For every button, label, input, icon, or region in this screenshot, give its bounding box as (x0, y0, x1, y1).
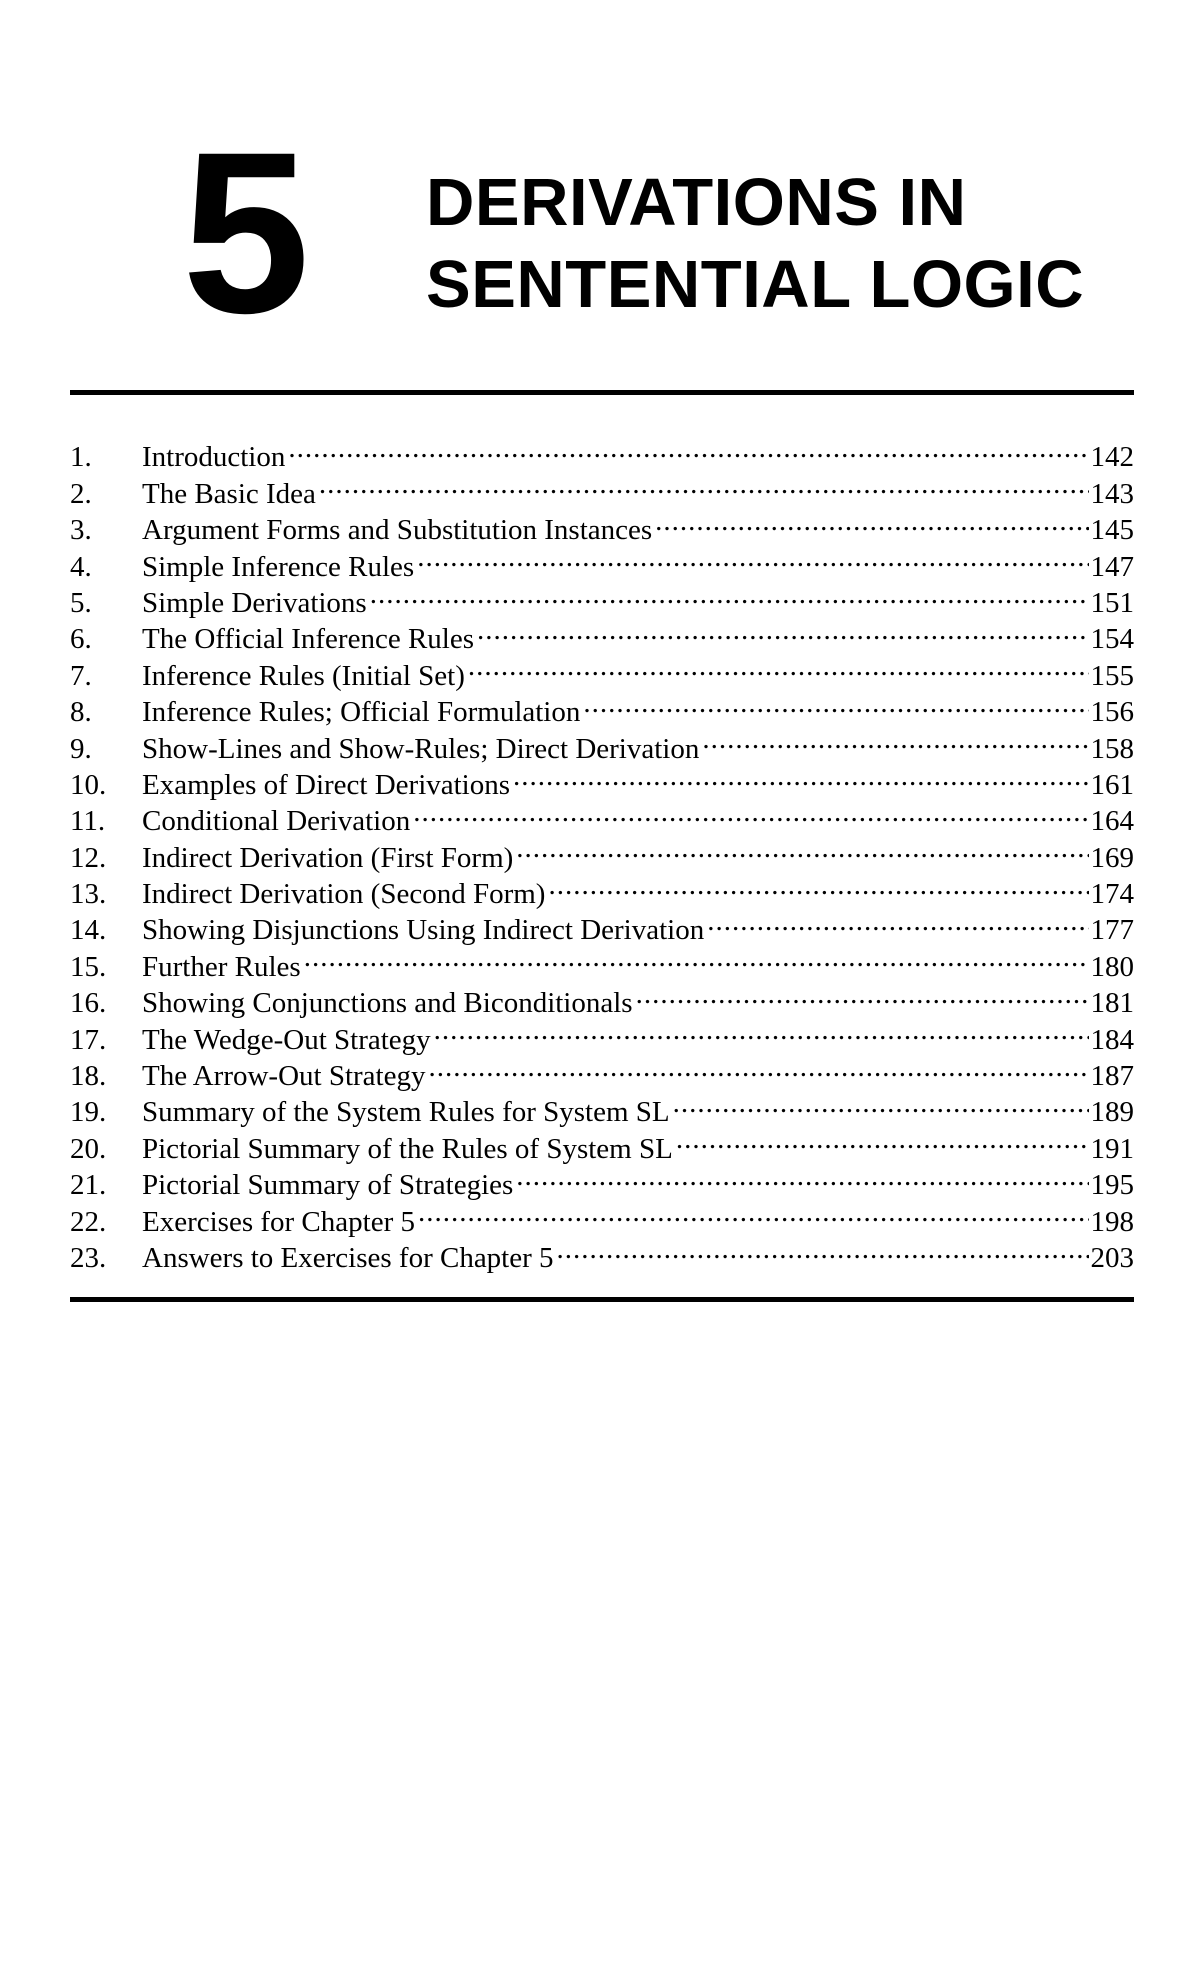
toc-dot-leader (548, 867, 1088, 903)
toc-entry-title: Exercises for Chapter 5 (142, 1205, 415, 1238)
toc-dot-leader (304, 939, 1089, 975)
toc-entry-number: 20. (70, 1132, 107, 1165)
toc-entry-number: 16. (70, 987, 107, 1020)
toc-entry-number: 13. (70, 878, 107, 911)
toc-dot-leader (673, 1085, 1089, 1121)
toc-entry (70, 430, 1134, 474)
toc-entry-title: Conditional Derivation (142, 805, 411, 838)
toc-entry-page: 145 (1090, 514, 1134, 547)
toc-entry-title: Introduction (142, 441, 286, 474)
toc-entry-page: 147 (1090, 550, 1134, 583)
toc-entry-number: 12. (70, 841, 107, 874)
toc-entry-title: Indirect Derivation (Second Form) (142, 878, 546, 911)
toc-entry-number: 6. (70, 623, 92, 656)
toc-entry-number: 3. (70, 514, 92, 547)
toc-entry-page: 189 (1090, 1096, 1134, 1129)
toc-entry-page: 161 (1090, 768, 1134, 801)
toc-entry-page: 143 (1090, 477, 1134, 510)
toc-dot-leader (676, 1121, 1089, 1157)
toc-entry-title: Argument Forms and Substitution Instances (142, 514, 653, 547)
toc-dot-leader (413, 794, 1088, 830)
toc-dot-leader (707, 903, 1088, 939)
toc-entry-title: Further Rules (142, 950, 301, 983)
table-of-contents (70, 430, 1134, 1274)
toc-entry-number: 19. (70, 1096, 107, 1129)
toc-entry-page: 180 (1090, 950, 1134, 983)
toc-entry-number: 4. (70, 550, 92, 583)
toc-entry-number: 10. (70, 768, 107, 801)
toc-dot-leader (468, 648, 1089, 684)
toc-entry-number: 18. (70, 1060, 107, 1093)
toc-entry-number: 21. (70, 1169, 107, 1202)
chapter-title-line-1: DERIVATIONS IN (426, 165, 967, 240)
toc-entry-number: 1. (70, 441, 92, 474)
bottom-divider (70, 1297, 1134, 1302)
toc-entry-page: 181 (1090, 987, 1134, 1020)
toc-dot-leader (319, 466, 1089, 502)
toc-entry-number: 8. (70, 696, 92, 729)
toc-dot-leader (513, 758, 1088, 794)
toc-entry-title: Indirect Derivation (First Form) (142, 841, 514, 874)
toc-entry-title: Showing Disjunctions Using Indirect Derivation (142, 914, 705, 947)
toc-entry-title: Examples of Direct Derivations (142, 768, 511, 801)
toc-entry-page: 203 (1090, 1241, 1134, 1274)
toc-entry-title: Inference Rules; Official Formulation (142, 696, 581, 729)
toc-entry-title: Pictorial Summary of the Rules of System SL (142, 1132, 673, 1165)
toc-entry-number: 5. (70, 586, 92, 619)
toc-dot-leader (429, 1049, 1089, 1085)
toc-dot-leader (583, 685, 1088, 721)
toc-dot-leader (288, 430, 1088, 466)
toc-entry-page: 154 (1090, 623, 1134, 656)
chapter-title (426, 162, 1084, 326)
toc-dot-leader (636, 976, 1089, 1012)
toc-dot-leader (418, 1194, 1089, 1230)
toc-entry-number: 9. (70, 732, 92, 765)
toc-entry-page: 195 (1090, 1169, 1134, 1202)
toc-dot-leader (516, 1158, 1088, 1194)
toc-dot-leader (557, 1231, 1089, 1267)
toc-entry-page: 156 (1090, 696, 1134, 729)
toc-dot-leader (655, 503, 1088, 539)
toc-dot-leader (516, 830, 1088, 866)
toc-entry-title: Inference Rules (Initial Set) (142, 659, 465, 692)
toc-entry-title: Simple Inference Rules (142, 550, 415, 583)
toc-entry-title: The Basic Idea (142, 477, 316, 510)
toc-entry-page: 187 (1090, 1060, 1134, 1093)
toc-entry-page: 142 (1090, 441, 1134, 474)
toc-entry-page: 155 (1090, 659, 1134, 692)
toc-entry-page: 164 (1090, 805, 1134, 838)
toc-dot-leader (702, 721, 1088, 757)
toc-entry-title: Answers to Exercises for Chapter 5 (142, 1241, 554, 1274)
toc-entry-page: 169 (1090, 841, 1134, 874)
toc-entry-title: Pictorial Summary of Strategies (142, 1169, 514, 1202)
toc-entry-number: 23. (70, 1241, 107, 1274)
toc-entry-page: 174 (1090, 878, 1134, 911)
toc-dot-leader (370, 576, 1089, 612)
toc-entry-page: 184 (1090, 1023, 1134, 1056)
chapter-number: 5 (182, 104, 306, 361)
toc-entry-number: 14. (70, 914, 107, 947)
toc-entry-page: 198 (1090, 1205, 1134, 1238)
toc-entry-title: The Arrow-Out Strategy (142, 1060, 426, 1093)
toc-entry-page: 158 (1090, 732, 1134, 765)
toc-entry-number: 7. (70, 659, 92, 692)
toc-entry-page: 151 (1090, 586, 1134, 619)
toc-entry-title: The Official Inference Rules (142, 623, 474, 656)
toc-dot-leader (477, 612, 1089, 648)
toc-entry-number: 22. (70, 1205, 107, 1238)
top-divider (70, 390, 1134, 395)
toc-entry-page: 191 (1090, 1132, 1134, 1165)
toc-dot-leader (417, 539, 1088, 575)
toc-dot-leader (434, 1012, 1089, 1048)
toc-entry-title: Simple Derivations (142, 586, 367, 619)
toc-entry-page: 177 (1090, 914, 1134, 947)
toc-entry-title: Summary of the System Rules for System SL (142, 1096, 670, 1129)
toc-entry-title: Show-Lines and Show-Rules; Direct Derivation (142, 732, 700, 765)
toc-entry-number: 17. (70, 1023, 107, 1056)
chapter-title-line-2: SENTENTIAL LOGIC (426, 247, 1085, 322)
toc-entry-number: 15. (70, 950, 107, 983)
toc-entry-number: 2. (70, 477, 92, 510)
toc-entry-title: The Wedge-Out Strategy (142, 1023, 431, 1056)
toc-entry-number: 11. (70, 805, 106, 838)
toc-entry-title: Showing Conjunctions and Biconditionals (142, 987, 633, 1020)
